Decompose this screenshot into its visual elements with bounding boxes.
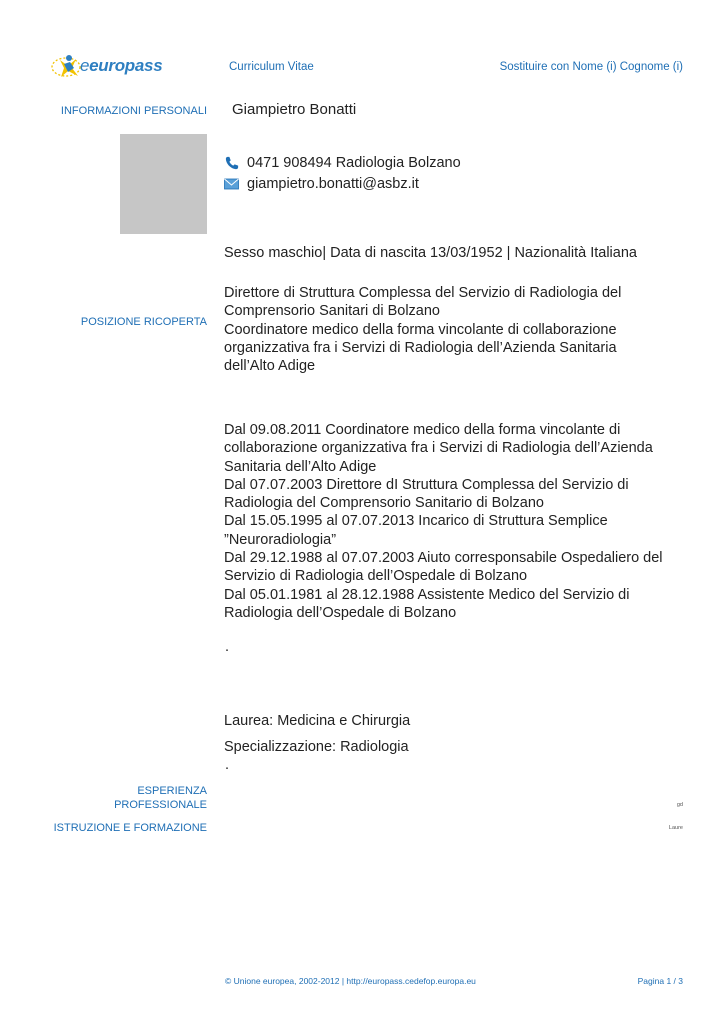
education-degree: Laurea: Medicina e Chirurgia	[224, 713, 411, 729]
experience-label: ESPERIENZA PROFESSIONALE	[114, 785, 207, 811]
experience-line: Radiologia del Comprensorio Sanitario di Bolzano	[224, 495, 544, 512]
experience-line: Servizio di Radiologia dell’Ospedale di Bolzano	[224, 568, 528, 585]
photo-placeholder	[120, 134, 207, 234]
experience-line: Sanitaria dell’Alto Adige	[224, 458, 377, 475]
person-name: Giampietro Bonatti	[232, 101, 357, 118]
page-number: Pagina 1 / 3	[637, 976, 683, 986]
experience-line: Dal 09.08.2011 Coordinatore medico della forma vincolante di	[224, 422, 621, 438]
position-line: dell’Alto Adige	[224, 358, 316, 375]
name-placeholder: Sostituire con Nome (i) Cognome (i)	[499, 61, 683, 73]
education-bullet: .	[225, 757, 230, 773]
education-label: ISTRUZIONE E FORMAZIONE	[53, 822, 207, 834]
email-icon	[224, 177, 240, 191]
experience-line: ”Neuroradiologia”	[224, 531, 337, 548]
residual-text: gd	[676, 802, 683, 808]
position-label: POSIZIONE RICOPERTA	[80, 316, 207, 328]
experience-bullet: .	[225, 639, 230, 655]
position-text	[224, 284, 694, 375]
personal-info-label: INFORMAZIONI PERSONALI	[60, 105, 207, 117]
phone-text: 0471 908494 Radiologia Bolzano	[247, 155, 461, 171]
position-line: organizzativa fra i Servizi di Radiologia dell’Azienda Sanitaria	[224, 339, 617, 356]
experience-line: Dal 29.12.1988 al 07.07.2003 Aiuto corresponsabile Ospedaliero del	[224, 550, 663, 567]
experience-line: Dal 15.05.1995 al 07.07.2013 Incarico di Struttura Semplice	[224, 513, 608, 530]
position-line: Comprensorio Sanitari di Bolzano	[224, 303, 440, 320]
phone-icon	[224, 156, 240, 170]
experience-line: Radiologia dell’Ospedale di Bolzano	[224, 604, 457, 621]
experience-line: collaborazione organizzativa fra i Servizi di Radiologia dell’Azienda	[224, 440, 653, 457]
email-link[interactable]: giampietro.bonatti@asbz.it	[247, 176, 419, 192]
experience-line: Dal 05.01.1981 al 28.12.1988 Assistente Medico del Servizio di	[224, 586, 630, 603]
education-specialization: Specializzazione: Radiologia	[224, 739, 409, 755]
experience-line: Dal 07.07.2003 Direttore dI Struttura Complessa del Servizio di	[224, 476, 629, 493]
footer-copyright-link[interactable]: © Unione europea, 2002-2012 | http://europass.cedefop.europa.eu	[225, 976, 476, 986]
europass-logo-text: eeuropass	[80, 56, 163, 75]
position-line: Direttore di Struttura Complessa del Servizio di Radiologia del	[224, 285, 622, 301]
document-title: Curriculum Vitae	[229, 61, 314, 73]
position-line: Coordinatore medico della forma vincolante di collaborazione	[224, 321, 617, 338]
europass-logo	[50, 50, 163, 84]
residual-text: Laure	[668, 825, 683, 831]
personal-details: Sesso maschio| Data di nascita 13/03/1952 | Nazionalità Italiana	[224, 245, 637, 261]
experience-text	[224, 421, 694, 622]
